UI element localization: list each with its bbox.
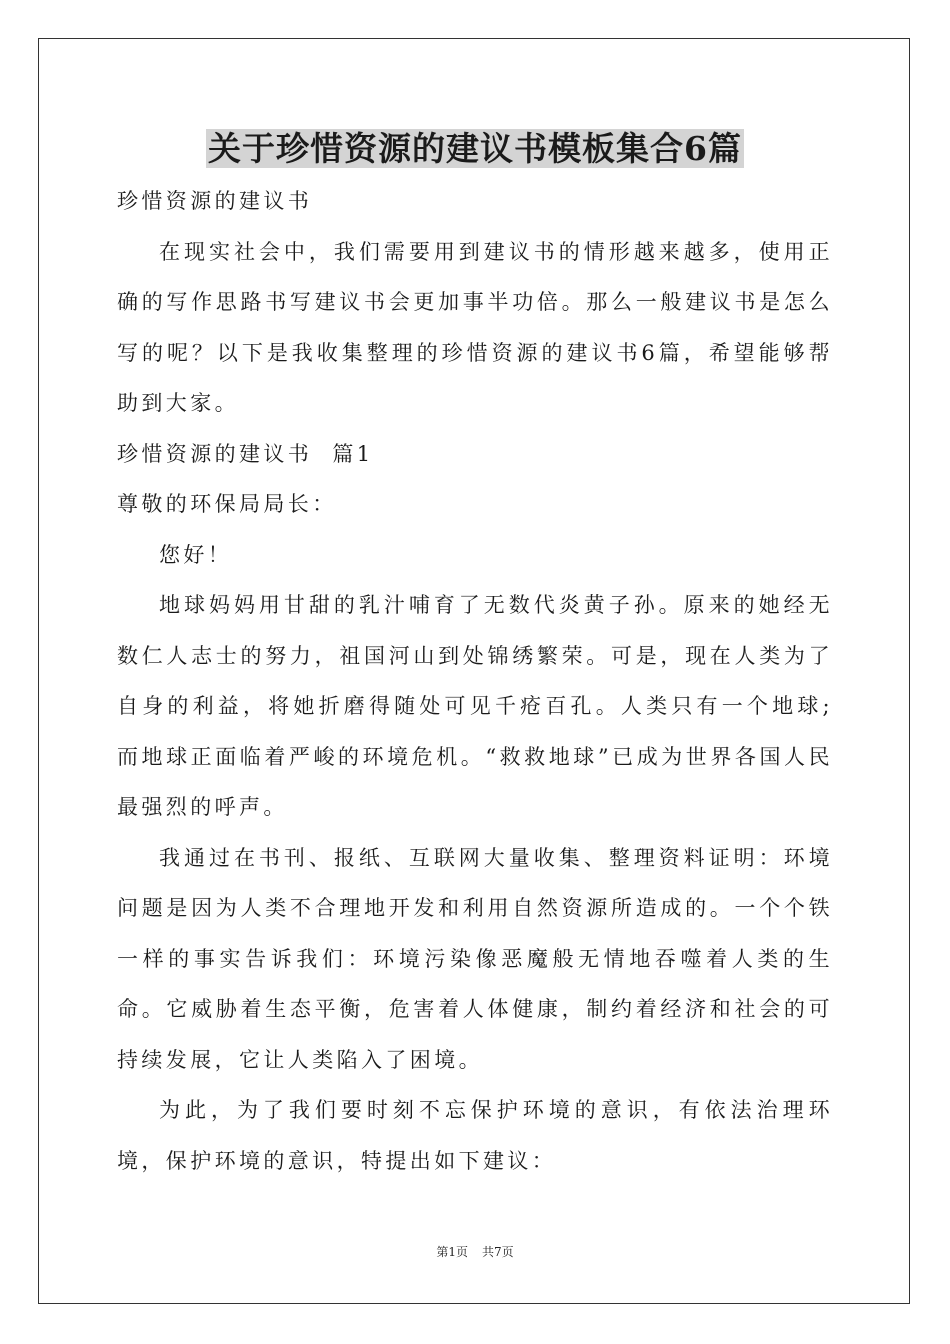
page-footer: [0, 1244, 950, 1260]
document-subtitle: 珍惜资源的建议书: [117, 189, 313, 213]
body-paragraph: 我通过在书刊、报纸、互联网大量收集、整理资料证明：环境问题是因为人类不合理地开发和利用自然资源所造成的。一个个铁一样的事实告诉我们：环境污染像恶魔般无情地吞噬着人类的生命。它威胁着生态平衡，危害着人体健康，制约着经济和社会的可持续发展，它让人类陷入了困境。: [117, 845, 833, 1072]
section-heading: 珍惜资源的建议书 篇1: [117, 441, 374, 466]
document-title-text: 关于珍惜资源的建议书模板集合6篇: [208, 129, 742, 168]
intro-paragraph: 在现实社会中，我们需要用到建议书的情形越来越多，使用正确的写作思路书写建议书会更加事半功倍。那么一般建议书是怎么写的呢？以下是我收集整理的珍惜资源的建议书6篇，希望能够帮助到大家。: [117, 239, 833, 415]
document-title: [0, 126, 950, 172]
document-body: [117, 176, 833, 1186]
body-paragraph: 为此，为了我们要时刻不忘保护环境的意识，有依法治理环境，保护环境的意识，特提出如下建议：: [117, 1098, 833, 1173]
page-number: 第1页: [436, 1245, 468, 1259]
salutation: 尊敬的环保局局长：: [117, 492, 337, 516]
page-total: 共7页: [482, 1245, 514, 1259]
body-paragraph: 地球妈妈用甘甜的乳汁哺育了无数代炎黄子孙。原来的她经无数仁人志士的努力，祖国河山到处锦绣繁荣。可是，现在人类为了自身的利益，将她折磨得随处可见千疮百孔。人类只有一个地球;而地球正面临着严峻的环境危机。“救救地球”已成为世界各国人民最强烈的呼声。: [117, 593, 833, 819]
greeting: 您好！: [159, 542, 233, 567]
